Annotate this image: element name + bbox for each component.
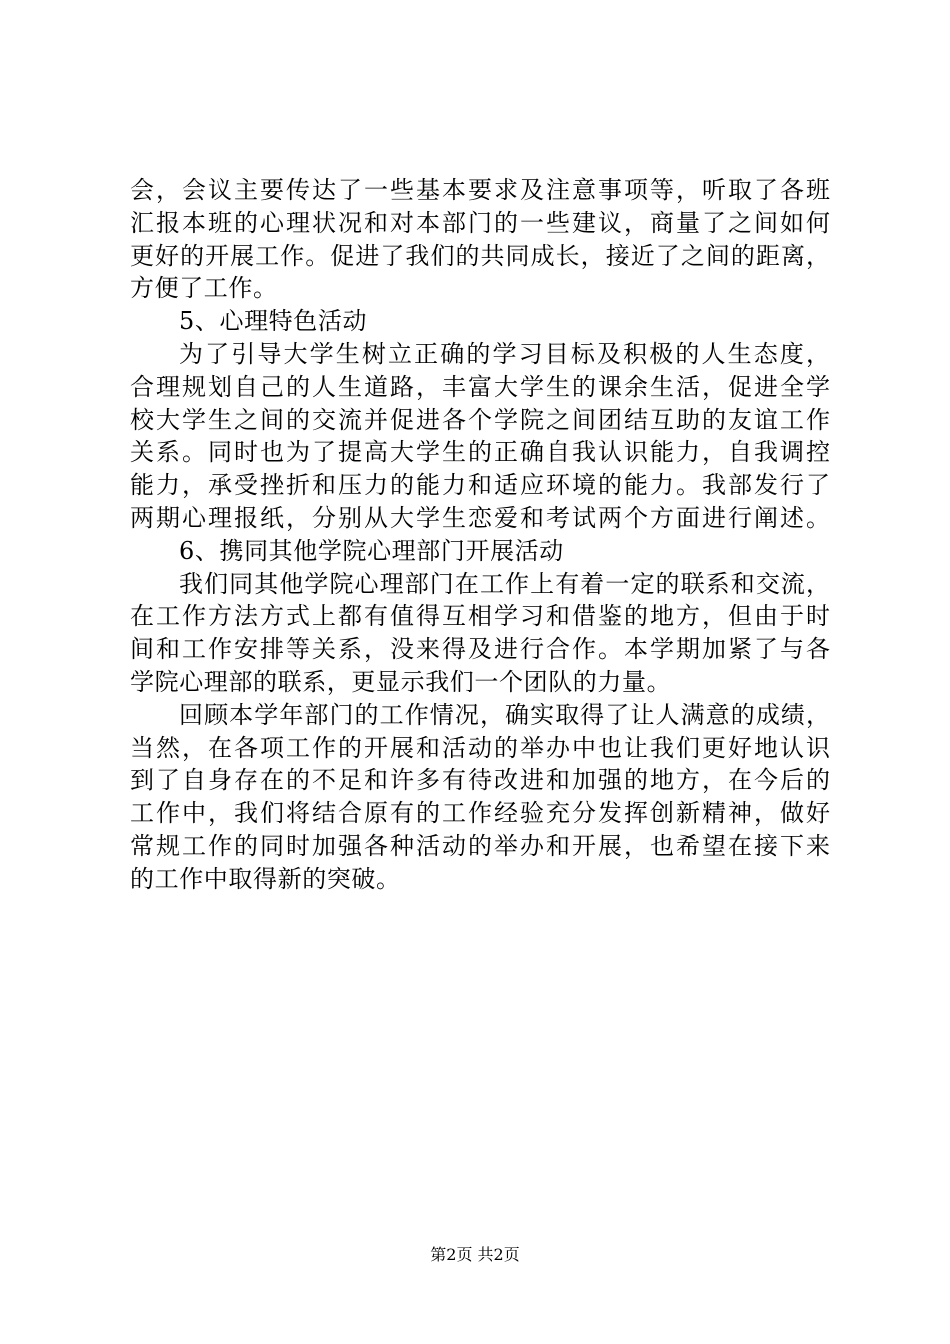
text-line: 当然，在各项工作的开展和活动的举办中也让我们更好地认识 — [130, 733, 830, 762]
text-line: 关系。同时也为了提高大学生的正确自我认识能力，自我调控 — [130, 438, 830, 467]
text-line: 的工作中取得新的突破。 — [130, 864, 401, 893]
text-line: 回顾本学年部门的工作情况，确实取得了让人满意的成绩， — [179, 700, 830, 729]
section-heading-5: 5、心理特色活动 — [179, 307, 368, 336]
page-footer — [0, 1244, 950, 1266]
text-line: 更好的开展工作。促进了我们的共同成长，接近了之间的距离， — [130, 241, 830, 270]
text-line: 常规工作的同时加强各种活动的举办和开展，也希望在接下来 — [130, 831, 830, 860]
text-line: 合理规划自己的人生道路，丰富大学生的课余生活，促进全学 — [130, 372, 830, 401]
document-body — [130, 174, 830, 896]
text-line: 间和工作安排等关系，没来得及进行合作。本学期加紧了与各 — [130, 635, 830, 664]
section-heading-6: 6、携同其他学院心理部门开展活动 — [179, 536, 564, 565]
text-line: 为了引导大学生树立正确的学习目标及积极的人生态度， — [179, 339, 830, 368]
text-line: 能力，承受挫折和压力的能力和适应环境的能力。我部发行了 — [130, 471, 830, 500]
page-number: 第2页 共2页 — [430, 1245, 520, 1264]
text-line: 汇报本班的心理状况和对本部门的一些建议，商量了之间如何 — [130, 208, 830, 237]
text-line: 在工作方法方式上都有值得互相学习和借鉴的地方，但由于时 — [130, 602, 830, 631]
text-line: 学院心理部的联系，更显示我们一个团队的力量。 — [130, 667, 672, 696]
text-line: 会，会议主要传达了一些基本要求及注意事项等，听取了各班 — [130, 176, 830, 204]
text-line: 方便了工作。 — [130, 274, 278, 303]
text-line: 两期心理报纸，分别从大学生恋爱和考试两个方面进行阐述。 — [130, 503, 830, 532]
text-line: 工作中，我们将结合原有的工作经验充分发挥创新精神，做好 — [130, 799, 830, 828]
text-line: 我们同其他学院心理部门在工作上有着一定的联系和交流， — [179, 569, 830, 598]
text-line: 校大学生之间的交流并促进各个学院之间团结互助的友谊工作 — [130, 405, 830, 434]
text-line: 到了自身存在的不足和许多有待改进和加强的地方，在今后的 — [130, 766, 830, 795]
